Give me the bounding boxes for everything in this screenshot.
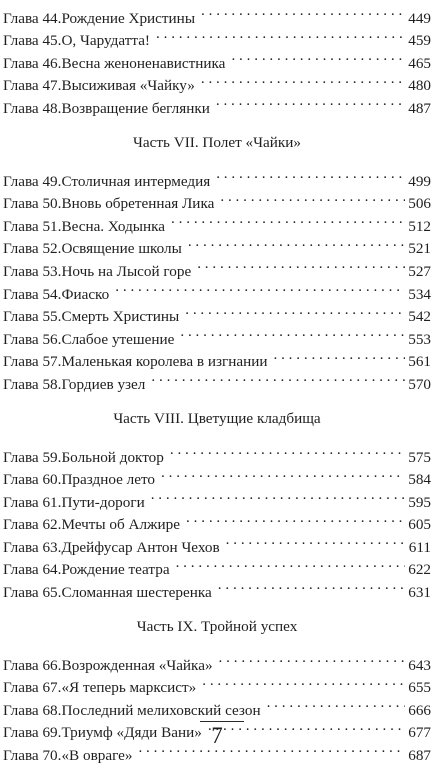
chapter-title: Больной доктор [61, 448, 164, 466]
chapter-page-number: 584 [408, 471, 431, 489]
chapter-page-number: 512 [408, 217, 431, 235]
chapter-number: Глава 46. [3, 54, 62, 72]
dot-leader [171, 208, 405, 231]
chapter-page-number: 449 [408, 9, 431, 27]
chapter-page-number: 465 [408, 54, 431, 72]
chapter-page-number: 631 [408, 584, 431, 602]
dot-leader [188, 231, 405, 254]
chapter-number: Глава 69. [3, 724, 62, 742]
chapter-page-number: 459 [408, 32, 431, 50]
chapter-title: Вновь обретенная Лика [61, 195, 215, 213]
dot-leader [151, 484, 406, 507]
table-of-contents [3, 0, 431, 765]
chapter-page-number: 605 [408, 516, 431, 534]
chapter-title: Смерть Христины [61, 308, 180, 326]
chapter-title: «Я теперь марксист» [61, 679, 197, 697]
chapter-page-number: 655 [408, 679, 431, 697]
toc-entry [3, 163, 431, 190]
chapter-title: «В овраге» [61, 747, 133, 765]
dot-leader [202, 670, 405, 693]
chapter-title: Весна женоненавистника [61, 54, 226, 72]
dot-leader [219, 647, 406, 670]
chapter-number: Глава 57. [3, 353, 62, 371]
chapter-page-number: 506 [408, 195, 431, 213]
chapter-page-number: 677 [408, 724, 431, 742]
chapter-page-number: 666 [408, 701, 431, 719]
dot-leader [161, 462, 405, 485]
chapter-number: Глава 62. [3, 516, 62, 534]
chapter-title: Высиживая «Чайку» [61, 77, 195, 95]
chapter-number: Глава 67. [3, 679, 62, 697]
chapter-number: Глава 60. [3, 471, 62, 489]
chapter-page-number: 611 [408, 538, 431, 556]
chapter-title: Слабое утешение [61, 330, 175, 348]
chapter-title: Рождение Христины [61, 9, 196, 27]
chapter-number: Глава 54. [3, 285, 62, 303]
chapter-number: Глава 55. [3, 308, 62, 326]
chapter-page-number: 480 [408, 77, 431, 95]
chapter-number: Глава 53. [3, 262, 62, 280]
chapter-number: Глава 52. [3, 240, 62, 258]
dot-leader [273, 344, 405, 367]
chapter-number: Глава 49. [3, 172, 62, 190]
chapter-number: Глава 48. [3, 99, 62, 117]
chapter-title: Освящение школы [61, 240, 182, 258]
dot-leader [176, 552, 406, 575]
chapter-title: Сломанная шестеренка [61, 584, 212, 602]
chapter-page-number: 561 [408, 353, 431, 371]
chapter-title: Столичная интермедия [61, 172, 211, 190]
chapter-page-number: 575 [408, 448, 431, 466]
chapter-number: Глава 68. [3, 701, 62, 719]
chapter-page-number: 687 [408, 747, 431, 765]
dot-leader [216, 90, 405, 113]
chapter-number: Глава 64. [3, 561, 62, 579]
dot-leader [180, 321, 405, 344]
chapter-title: Весна. Ходынка [61, 217, 166, 235]
part-heading: Часть VIII. Цветущие кладбища [113, 409, 321, 427]
chapter-title: Рождение театра [61, 561, 170, 579]
chapter-page-number: 595 [408, 493, 431, 511]
dot-leader [226, 529, 406, 552]
chapter-title: Дрейфусар Антон Чехов [61, 538, 220, 556]
chapter-page-number: 487 [408, 99, 431, 117]
chapter-number: Глава 51. [3, 217, 62, 235]
part-heading: Часть VII. Полет «Чайки» [133, 133, 301, 151]
dot-leader [185, 299, 405, 322]
chapter-number: Глава 66. [3, 656, 62, 674]
chapter-title: Триумф «Дяди Вани» [61, 724, 202, 742]
chapter-page-number: 553 [408, 330, 431, 348]
dot-leader [231, 45, 405, 68]
chapter-title: О, Чарудатта! [61, 32, 150, 50]
dot-leader [201, 0, 405, 23]
chapter-page-number: 527 [408, 262, 431, 280]
chapter-page-number: 521 [408, 240, 431, 258]
chapter-title: Возвращение беглянки [61, 99, 210, 117]
dot-leader [197, 253, 405, 276]
dot-leader [151, 366, 405, 389]
page-number: 7 [211, 723, 223, 748]
dot-leader [170, 439, 405, 462]
chapter-title: Маленькая королева в изгнании [61, 353, 268, 371]
chapter-title: Ночь на Лысой горе [61, 262, 192, 280]
dot-leader [218, 574, 405, 597]
dot-leader [115, 276, 405, 299]
chapter-page-number: 643 [408, 656, 431, 674]
chapter-number: Глава 44. [3, 9, 62, 27]
chapter-number: Глава 61. [3, 493, 62, 511]
chapter-page-number: 499 [408, 172, 431, 190]
chapter-number: Глава 63. [3, 538, 62, 556]
chapter-title: Возрожденная «Чайка» [61, 656, 213, 674]
dot-leader [267, 692, 406, 715]
chapter-title: Последний мелиховский сезон [61, 701, 261, 719]
chapter-number: Глава 45. [3, 32, 62, 50]
chapter-number: Глава 65. [3, 584, 62, 602]
toc-entry [3, 0, 431, 27]
chapter-title: Фиаско [61, 285, 110, 303]
dot-leader [156, 23, 405, 46]
toc-entry [3, 439, 431, 466]
dot-leader [186, 507, 405, 530]
chapter-number: Глава 50. [3, 195, 62, 213]
chapter-page-number: 534 [408, 285, 431, 303]
chapter-page-number: 622 [408, 561, 431, 579]
chapter-number: Глава 70. [3, 747, 62, 765]
chapter-title: Пути-дороги [61, 493, 145, 511]
chapter-title: Праздное лето [61, 471, 156, 489]
dot-leader [216, 163, 405, 186]
dot-leader [220, 186, 405, 209]
chapter-number: Глава 47. [3, 77, 62, 95]
part-heading: Часть IX. Тройной успех [136, 618, 298, 636]
chapter-number: Глава 59. [3, 448, 62, 466]
toc-entry [3, 647, 431, 674]
chapter-title: Гордиев узел [61, 375, 146, 393]
chapter-title: Мечты об Алжире [61, 516, 181, 534]
chapter-page-number: 542 [408, 308, 431, 326]
dot-leader [201, 68, 405, 91]
chapter-page-number: 570 [408, 375, 431, 393]
chapter-number: Глава 58. [3, 375, 62, 393]
chapter-number: Глава 56. [3, 330, 62, 348]
